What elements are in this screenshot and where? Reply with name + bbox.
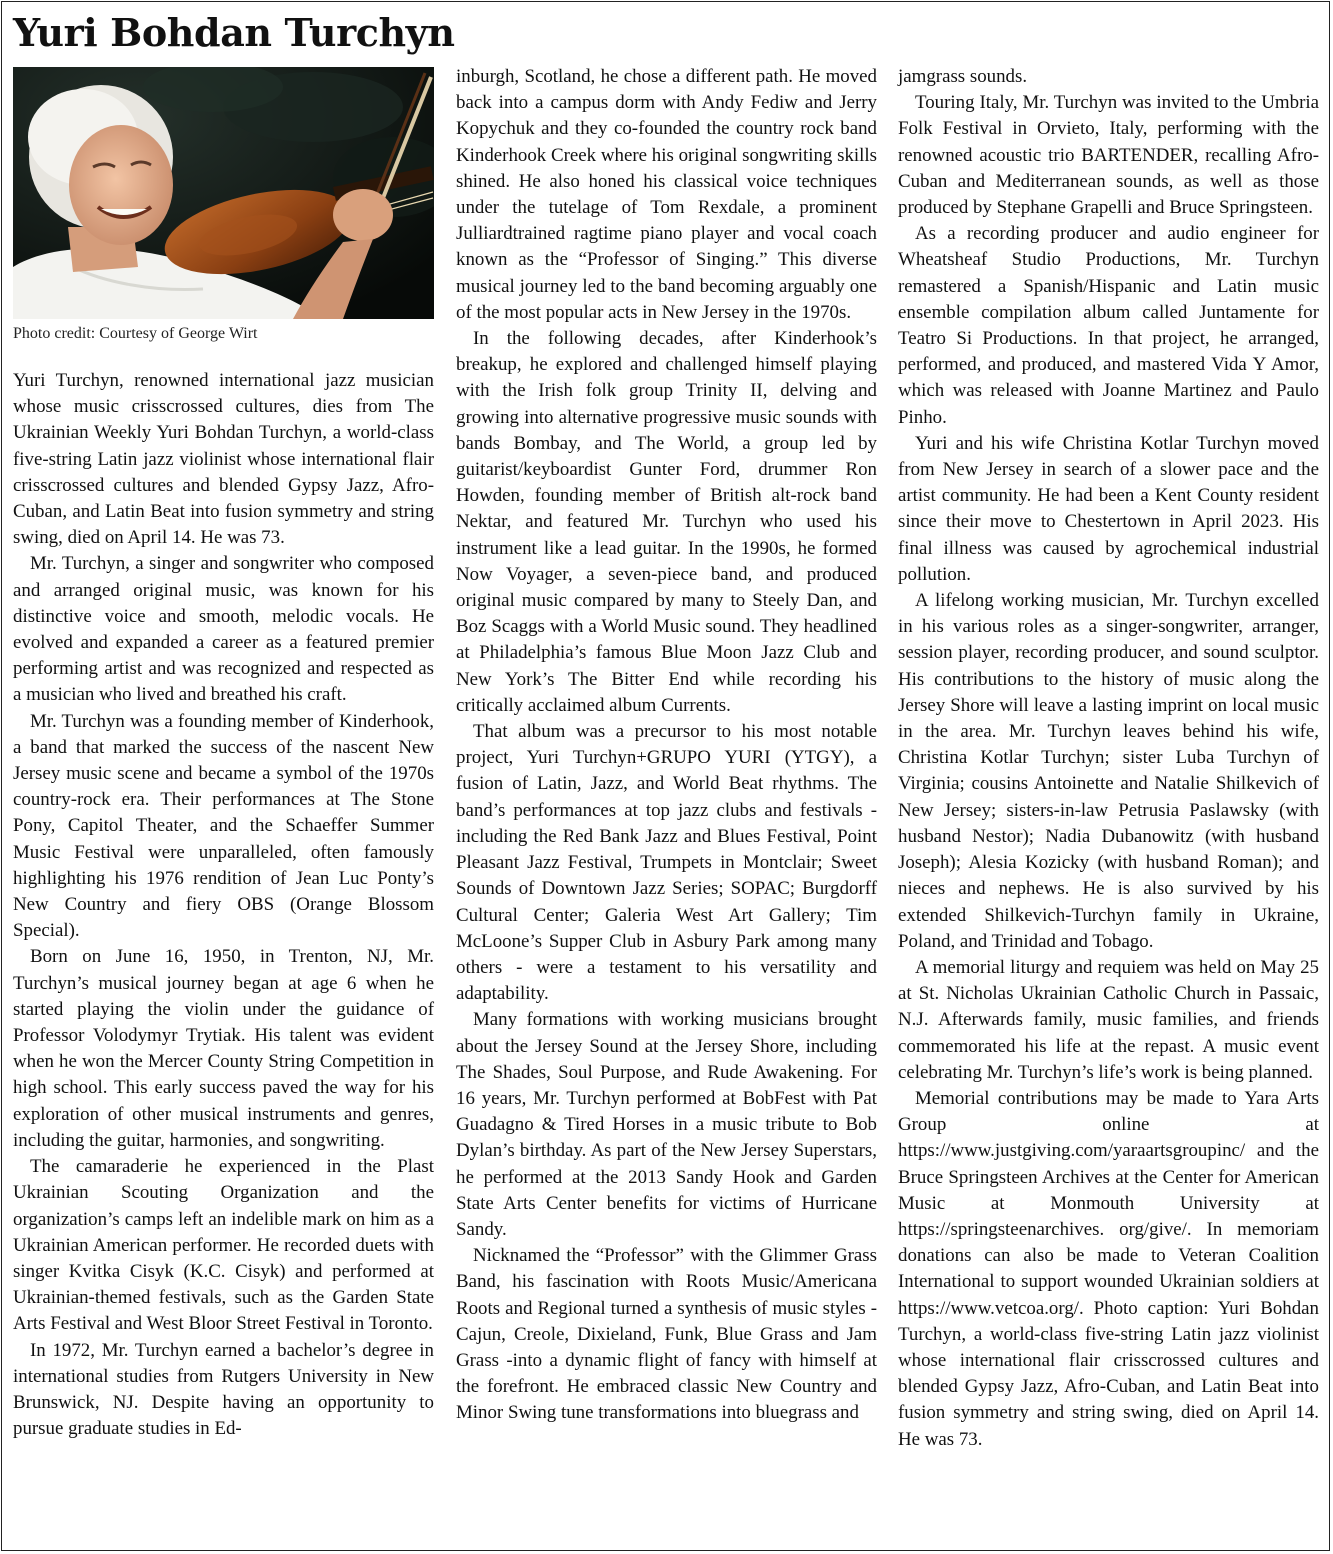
paragraph: jamgrass sounds. xyxy=(898,66,1028,87)
paragraph: Yuri Turchyn, renowned international jazz musician whose music crisscrossed cultures, dies from The Ukrainian Weekly Yuri Bohdan Turchyn, a world-class five-string Latin jazz violinist whose international flair crisscrossed cultures and blended Gypsy Jazz, Afro-Cuban, and Latin Beat into fusion symmetry and string swing, died on April 14. He was 73. xyxy=(13,370,434,549)
paragraph: In the following decades, after Kinderhook’s breakup, he explored and challenged himself playing with the Irish folk group Trinity II, delving and growing into alternative progressive music sounds with bands Bombay, and The World, a group led by guitarist/keyboardist Gunter Ford, drummer Ron Howden, founding member of British alt-rock band Nektar, and featured Mr. Turchyn who used his instrument like a lead guitar. In the 1990s, he formed Now Voyager, a seven-piece band, and produced original music compared by many to Steely Dan, and Boz Scaggs with a World Music sound. They headlined at Philadelphia’s famous Blue Moon Jazz Club and New York’s The Bitter End while recording his critically acclaimed album Currents. xyxy=(456,328,877,716)
paragraph: Yuri and his wife Christina Kotlar Turchyn moved from New Jersey in search of a slower pace and the artist community. He had been a Kent County resident since their move to Chestertown in April 2023. His final illness was caused by agrochemical industrial pollution. xyxy=(898,432,1319,585)
paragraph: That album was a precursor to his most notable project, Yuri Turchyn+GRUPO YURI (YTGY), a fusion of Latin, Jazz, and World Beat rhythms. The band’s performances at top jazz clubs and festivals - including the Red Bank Jazz and Blues Festival, Point Pleasant Jazz Festival, Trumpets in Montclair; Sweet Sounds of Downtown Jazz Series; SOPAC; Burgdorff Cultural Center; Galeria West Art Gallery; Tim McLoone’s Supper Club in Asbury Park among many others - were a testament to his versatility and adaptability. xyxy=(456,721,877,1005)
violinist-photo-illustration xyxy=(13,67,434,319)
paragraph: Born on June 16, 1950, in Trenton, NJ, Mr. Turchyn’s musical journey began at age 6 when he started playing the violin under the guidance of Professor Volodymyr Trytiak. His talent was evident when he won the Mercer County String Competition in high school. This early success paved the way for his exploration of other musical instruments and genres, including the guitar, harmonies, and songwriting. xyxy=(13,946,434,1151)
column-3 xyxy=(898,64,1319,1453)
paragraph: Memorial contributions may be made to Yara Arts Group online at https://www.justgiving.com/yaraartsgroupinc/ and the Bruce Springsteen Archives at the Center for American Music at Monmouth University at https://springsteenarchives. org/give/. In memoriam donations can also be made to Veteran Coalition International to support wounded Ukrainian soldiers at https://www.vetcoa.org/. Photo caption: Yuri Bohdan Turchyn, a world-class five-string Latin jazz violinist whose international flair crisscrossed cultures and blended Gypsy Jazz, Afro-Cuban, and Latin Beat into fusion symmetry and string swing, died on April 14. He was 73. xyxy=(898,1087,1319,1450)
paragraph: As a recording producer and audio engineer for Wheatsheaf Studio Productions, Mr. Turchyn remastered a Spanish/Hispanic and Latin music ensemble compilation album called Juntamente for Teatro Si Productions. In that project, he arranged, performed, and produced, and mastered Vida Y Amor, which was released with Joanne Martinez and Paulo Pinho. xyxy=(898,223,1319,428)
paragraph: A lifelong working musician, Mr. Turchyn excelled in his various roles as a singer-songwriter, arranger, session player, recording producer, and sound sculptor. His contributions to the history of music along the Jersey Shore will leave a lasting imprint on local music in the area. Mr. Turchyn leaves behind his wife, Christina Kotlar Turchyn; sister Luba Turchyn of Virginia; cousins Antoinette and Natalie Shilkevich of New Jersey; sisters-in-law Petrusia Paslawsky (with husband Nestor); Nadia Dubanowitz (with husband Joseph); Alesia Kozicky (with husband Roman); and nieces and nephews. He is also survived by his extended Shilkevich-Turchyn family in Ukraine, Poland, and Trinidad and Tobago. xyxy=(898,590,1319,952)
article-title: Yuri Bohdan Turchyn xyxy=(13,10,455,55)
paragraph: In 1972, Mr. Turchyn earned a bachelor’s degree in international studies from Rutgers University in New Brunswick, NJ. Despite having an opportunity to pursue graduate studies in Ed- xyxy=(13,1339,434,1440)
paragraph: Mr. Turchyn was a founding member of Kinderhook, a band that marked the success of the nascent New Jersey music scene and became a symbol of the 1970s country-rock era. Their performances at The Stone Pony, Capitol Theater, and the Schaeffer Summer Music Festival were unparalleled, often famously highlighting his 1976 rendition of Jean Luc Ponty’s New Country and fiery OBS (Orange Blossom Special). xyxy=(13,710,434,942)
portrait-photo xyxy=(13,67,434,319)
paragraph: Many formations with working musicians brought about the Jersey Sound at the Jersey Shore, including The Shades, Soul Purpose, and Rude Awakening. For 16 years, Mr. Turchyn performed at BobFest with Pat Guadagno & Tired Horses in a music tribute to Bob Dylan’s birthday. As part of the New Jersey Superstars, he performed at the 2013 Sandy Hook and Garden State Arts Center benefits for victims of Hurricane Sandy. xyxy=(456,1009,877,1240)
paragraph: inburgh, Scotland, he chose a different path. He moved back into a campus dorm with Andy Fediw and Jerry Kopychuk and they co-founded the country rock band Kinderhook Creek where his original songwriting skills shined. He also honed his classical voice techniques under the tutelage of Tom Rexdale, a prominent Julliardtrained ragtime piano player and vocal coach known as the “Professor of Singing.” This diverse musical journey led to the band becoming arguably one of the most popular acts in New Jersey in the 1970s. xyxy=(456,66,877,323)
paragraph: The camaraderie he experienced in the Plast Ukrainian Scouting Organization and the organization’s camps left an indelible mark on him as a Ukrainian American performer. He recorded duets with singer Kvitka Cisyk (K.C. Cisyk) and performed at Ukrainian-themed festivals, such as the Garden State Arts Festival and West Bloor Street Festival in Toronto. xyxy=(13,1156,434,1335)
paragraph: Touring Italy, Mr. Turchyn was invited to the Umbria Folk Festival in Orvieto, Italy, performing with the renowned acoustic trio BARTENDER, recalling Afro-Cuban and Mediterranean sounds, as well as those produced by Stephane Grapelli and Bruce Springsteen. xyxy=(898,92,1319,219)
paragraph: A memorial liturgy and requiem was held on May 25 at St. Nicholas Ukrainian Catholic Church in Passaic, N.J. Afterwards family, music families, and friends commemorated his life at the repast. A music event celebrating Mr. Turchyn’s life’s work is being planned. xyxy=(898,956,1319,1083)
column-2 xyxy=(456,64,877,1427)
paragraph: Nicknamed the “Professor” with the Glimmer Grass Band, his fascination with Roots Music/Americana Roots and Regional turned a synthesis of music styles - Cajun, Creole, Dixieland, Funk, Blue Grass and Jam Grass -into a dynamic flight of fancy with himself at the forefront. He embraced classic New Country and Minor Swing tune transformations into bluegrass and xyxy=(456,1245,877,1424)
photo-credit: Photo credit: Courtesy of George Wirt xyxy=(13,325,258,342)
paragraph: Mr. Turchyn, a singer and songwriter who composed and arranged original music, was known for his distinctive voice and smooth, melodic vocals. He evolved and expanded a career as a featured premier performing artist and was recognized and respected as a musician who lived and breathed his craft. xyxy=(13,553,434,706)
column-1 xyxy=(13,368,434,1442)
